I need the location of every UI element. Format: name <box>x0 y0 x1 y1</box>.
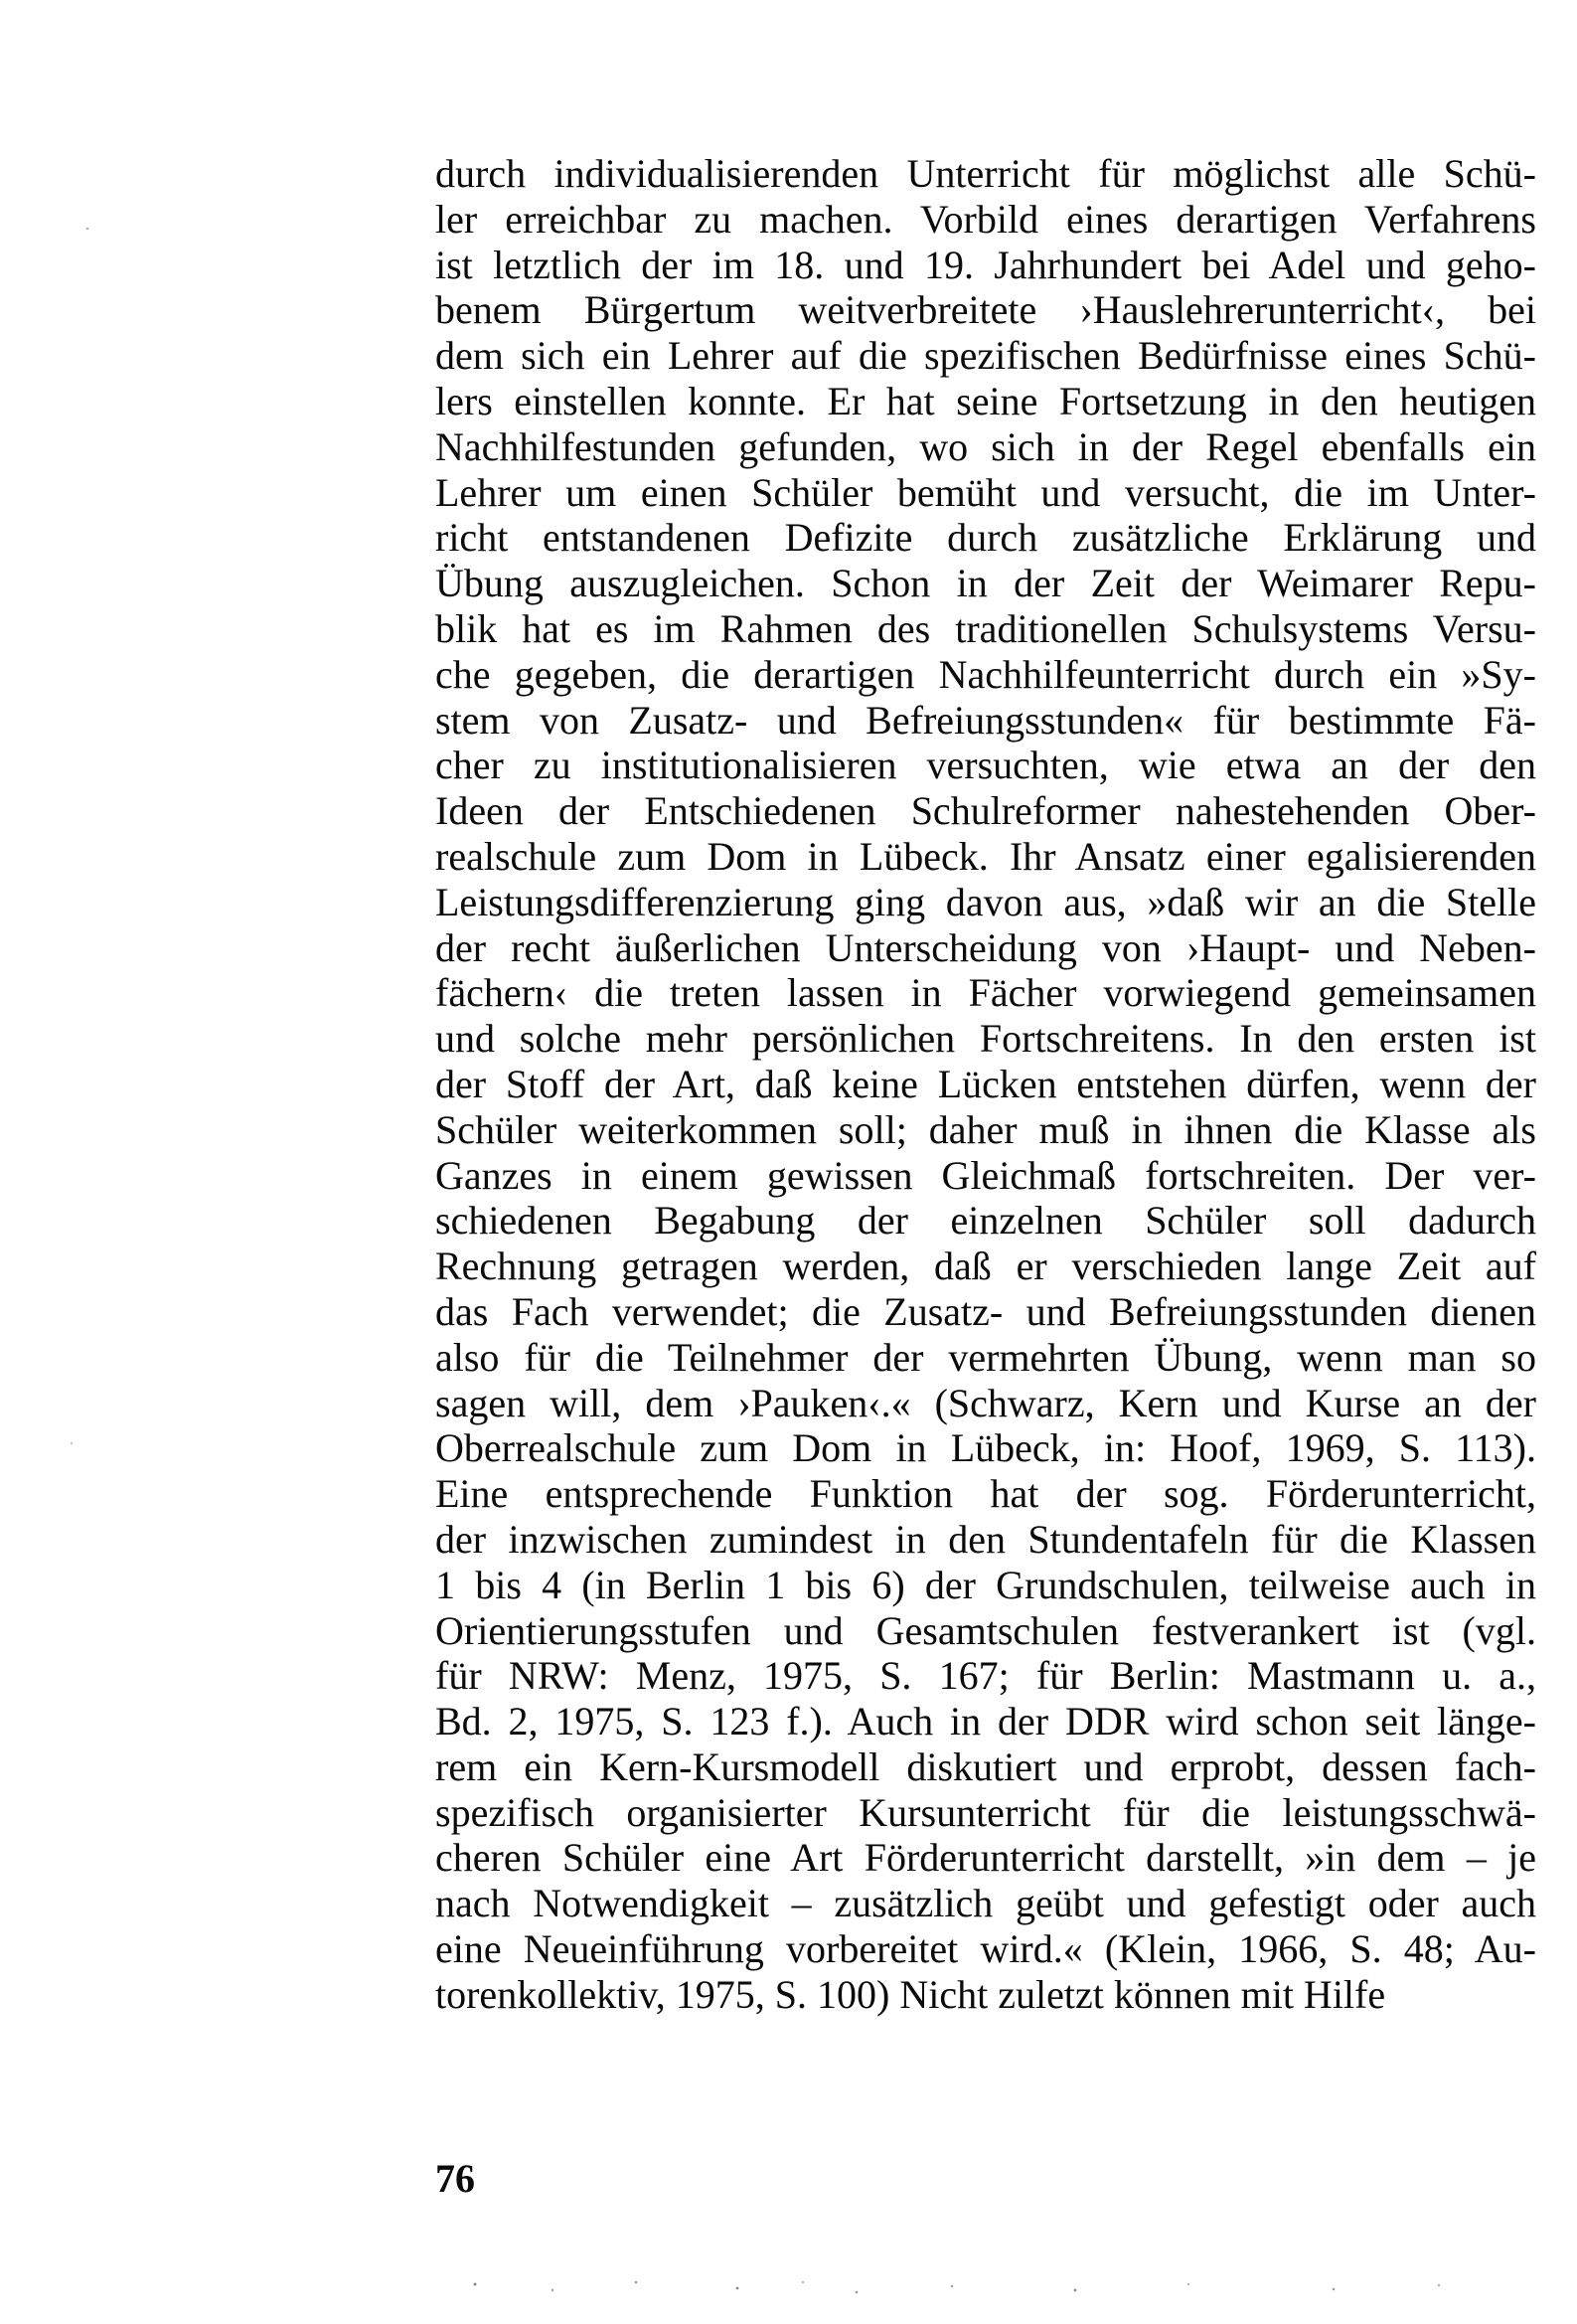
text-line: cheren Schüler eine Art Förderunterricht darstellt, »in dem – je <box>435 1835 1536 1881</box>
text-line: dem sich ein Lehrer auf die spezifischen Bedürfnisse eines Schü- <box>435 333 1536 379</box>
text-line: also für die Teilnehmer der vermehrten Übung, wenn man so <box>435 1334 1536 1380</box>
text-line: Eine entsprechende Funktion hat der sog. Förderunterricht, <box>435 1471 1536 1517</box>
text-line: torenkollektiv, 1975, S. 100) Nicht zuletzt können mit Hilfe <box>435 1971 1386 2017</box>
text-line: durch individualisierenden Unterricht für möglichst alle Schü- <box>435 151 1536 196</box>
text-line: Oberrealschule zum Dom in Lübeck, in: Hoof, 1969, S. 113). <box>435 1425 1536 1471</box>
text-line: das Fach verwendet; die Zusatz- und Befreiungsstunden dienen <box>435 1288 1536 1334</box>
text-line: ist letztlich der im 18. und 19. Jahrhundert bei Adel und geho- <box>435 242 1536 287</box>
text-line: blik hat es im Rahmen des traditionellen Schulsystems Versu- <box>435 605 1536 651</box>
text-line: Leistungsdifferenzierung ging davon aus, »daß wir an die Stelle <box>435 879 1536 924</box>
text-line: der Stoff der Art, daß keine Lücken entstehen dürfen, wenn der <box>435 1061 1536 1106</box>
text-line: Bd. 2, 1975, S. 123 f.). Auch in der DDR wird schon seit länge- <box>435 1699 1536 1744</box>
text-line: nach Notwendigkeit – zusätzlich geübt und gefestigt oder auch <box>435 1881 1536 1926</box>
text-line: richt entstandenen Defizite durch zusätzliche Erklärung und <box>435 515 1536 561</box>
text-line: Schüler weiterkommen soll; daher muß in ihnen die Klasse als <box>435 1106 1536 1152</box>
text-line: und solche mehr persönlichen Fortschreitens. In den ersten ist <box>435 1016 1536 1062</box>
text-line: benem Bürgertum weitverbreitete ›Hauslehrerunterricht‹, bei <box>435 287 1536 333</box>
text-line: spezifisch organisierter Kursunterricht für die leistungsschwä- <box>435 1789 1536 1835</box>
text-line: Ideen der Entschiedenen Schulreformer nahestehenden Ober- <box>435 788 1536 834</box>
text-line: Übung auszugleichen. Schon in der Zeit der Weimarer Repu- <box>435 561 1536 606</box>
text-line: 1 bis 4 (in Berlin 1 bis 6) der Grundschulen, teilweise auch in <box>435 1562 1536 1607</box>
text-line: Rechnung getragen werden, daß er verschieden lange Zeit auf <box>435 1244 1536 1289</box>
page-number: 76 <box>435 2156 475 2201</box>
text-line: schiedenen Begabung der einzelnen Schüler soll dadurch <box>435 1198 1536 1244</box>
text-line: sagen will, dem ›Pauken‹.« (Schwarz, Kern und Kurse an der <box>435 1380 1536 1425</box>
text-line: der inzwischen zumindest in den Stundentafeln für die Klassen <box>435 1516 1536 1562</box>
text-line: Ganzes in einem gewissen Gleichmaß fortschreiten. Der ver- <box>435 1152 1536 1198</box>
text-line: eine Neueinführung vorbereitet wird.« (Klein, 1966, S. 48; Au- <box>435 1926 1536 1972</box>
text-line: der recht äußerlichen Unterscheidung von ›Haupt- und Neben- <box>435 924 1536 970</box>
text-line: Orientierungsstufen und Gesamtschulen festverankert ist (vgl. <box>435 1607 1536 1653</box>
text-line: rem ein Kern-Kursmodell diskutiert und erprobt, dessen fach- <box>435 1743 1536 1789</box>
text-line: realschule zum Dom in Lübeck. Ihr Ansatz einer egalisierenden <box>435 833 1536 879</box>
text-line: ler erreichbar zu machen. Vorbild eines derartigen Verfahrens <box>435 196 1536 242</box>
text-line: cher zu institutionalisieren versuchten, wie etwa an der den <box>435 743 1536 788</box>
text-line: für NRW: Menz, 1975, S. 167; für Berlin: Mastmann u. a., <box>435 1653 1536 1699</box>
text-line: che gegeben, die derartigen Nachhilfeunterricht durch ein »Sy- <box>435 651 1536 697</box>
text-line: Nachhilfestunden gefunden, wo sich in der Regel ebenfalls ein <box>435 423 1536 469</box>
text-line: lers einstellen konnte. Er hat seine Fortsetzung in den heutigen <box>435 378 1536 423</box>
text-line: fächern‹ die treten lassen in Fächer vorwiegend gemeinsamen <box>435 970 1536 1016</box>
text-line: Lehrer um einen Schüler bemüht und versucht, die im Unter- <box>435 469 1536 515</box>
text-line: stem von Zusatz- und Befreiungsstunden« für bestimmte Fä- <box>435 697 1536 743</box>
